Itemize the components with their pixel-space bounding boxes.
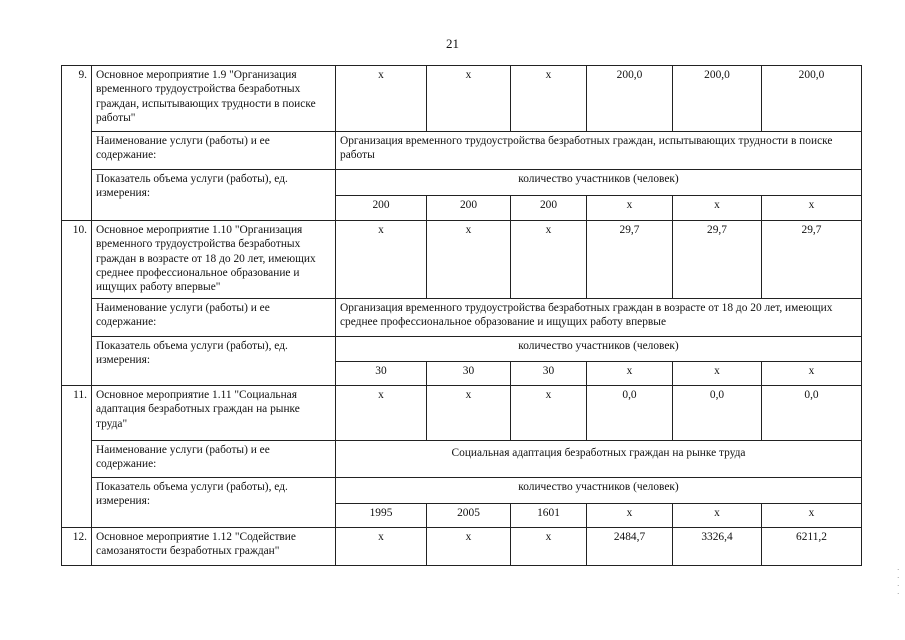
- indicator-value: x: [762, 504, 862, 528]
- service-label: Наименование услуги (работы) и ее содержание:: [92, 299, 336, 337]
- value-cell: x: [427, 528, 511, 566]
- indicator-value: x: [762, 362, 862, 386]
- activity-title: Основное мероприятие 1.12 "Содействие самозанятости безработных граждан": [92, 528, 336, 566]
- service-label: Наименование услуги (работы) и ее содержание:: [92, 132, 336, 170]
- indicator-value: 200: [511, 196, 587, 221]
- indicator-unit: количество участников (человек): [336, 478, 862, 504]
- value-cell: 29,7: [587, 221, 673, 299]
- value-cell: x: [427, 66, 511, 132]
- value-cell: 200,0: [762, 66, 862, 132]
- value-cell: 0,0: [587, 386, 673, 441]
- table-row: [62, 386, 862, 441]
- indicator-value: 1601: [511, 504, 587, 528]
- value-cell: 2484,7: [587, 528, 673, 566]
- indicator-unit: количество участников (человек): [336, 337, 862, 362]
- indicator-value: 30: [336, 362, 427, 386]
- indicator-value: x: [673, 196, 762, 221]
- value-cell: 200,0: [587, 66, 673, 132]
- indicator-value: 2005: [427, 504, 511, 528]
- table-row: [62, 66, 862, 132]
- page-number: 21: [446, 36, 459, 51]
- service-text: Организация временного трудоустройства безработных граждан, испытывающих трудности в поиске работы: [336, 132, 862, 170]
- row-number: 9.: [62, 66, 92, 221]
- value-cell: 29,7: [762, 221, 862, 299]
- row-number: 12.: [62, 528, 92, 566]
- indicator-label: Показатель объема услуги (работы), ед. измерения:: [92, 337, 336, 386]
- value-cell: 0,0: [762, 386, 862, 441]
- value-cell: x: [336, 528, 427, 566]
- table-row: [62, 528, 862, 566]
- value-cell: x: [511, 386, 587, 441]
- indicator-value: x: [762, 196, 862, 221]
- value-cell: x: [336, 221, 427, 299]
- indicator-value: x: [673, 504, 762, 528]
- value-cell: x: [427, 221, 511, 299]
- table-row: [62, 299, 862, 337]
- indicator-value: 30: [427, 362, 511, 386]
- table-row: [62, 441, 862, 478]
- indicator-value: x: [587, 362, 673, 386]
- value-cell: x: [427, 386, 511, 441]
- value-cell: x: [336, 66, 427, 132]
- service-label: Наименование услуги (работы) и ее содержание:: [92, 441, 336, 478]
- activity-title: Основное мероприятие 1.10 "Организация временного трудоустройства безработных граждан в возрасте от 18 до 20 лет, имеющих среднее профессиональное образование и ищущих работу впервые": [92, 221, 336, 299]
- value-cell: 0,0: [673, 386, 762, 441]
- indicator-value: 1995: [336, 504, 427, 528]
- value-cell: 200,0: [673, 66, 762, 132]
- table-row: [62, 170, 862, 196]
- indicator-label: Показатель объема услуги (работы), ед. измерения:: [92, 478, 336, 528]
- indicator-value: 30: [511, 362, 587, 386]
- value-cell: 29,7: [673, 221, 762, 299]
- value-cell: x: [511, 221, 587, 299]
- service-text: Организация временного трудоустройства безработных граждан в возрасте от 18 до 20 лет, имеющих среднее профессиональное образование и ищущих работу впервые: [336, 299, 862, 337]
- row-number: 10.: [62, 221, 92, 386]
- activity-title: Основное мероприятие 1.9 "Организация временного трудоустройства безработных граждан, испытывающих трудности в поиске работы": [92, 66, 336, 132]
- value-cell: 3326,4: [673, 528, 762, 566]
- indicator-value: 200: [427, 196, 511, 221]
- table-row: [62, 478, 862, 504]
- indicator-label: Показатель объема услуги (работы), ед. измерения:: [92, 170, 336, 221]
- table-row: [62, 337, 862, 362]
- program-table: [61, 65, 862, 566]
- value-cell: x: [511, 66, 587, 132]
- value-cell: x: [511, 528, 587, 566]
- indicator-unit: количество участников (человек): [336, 170, 862, 196]
- service-text: Социальная адаптация безработных граждан на рынке труда: [336, 441, 862, 478]
- table-row: [62, 132, 862, 170]
- indicator-value: x: [587, 504, 673, 528]
- row-number: 11.: [62, 386, 92, 528]
- indicator-value: x: [673, 362, 762, 386]
- activity-title: Основное мероприятие 1.11 "Социальная адаптация безработных граждан на рынке труда": [92, 386, 336, 441]
- value-cell: x: [336, 386, 427, 441]
- table-row: [62, 221, 862, 299]
- indicator-value: x: [587, 196, 673, 221]
- value-cell: 6211,2: [762, 528, 862, 566]
- indicator-value: 200: [336, 196, 427, 221]
- scan-edge-marks: · · · ·: [897, 566, 900, 598]
